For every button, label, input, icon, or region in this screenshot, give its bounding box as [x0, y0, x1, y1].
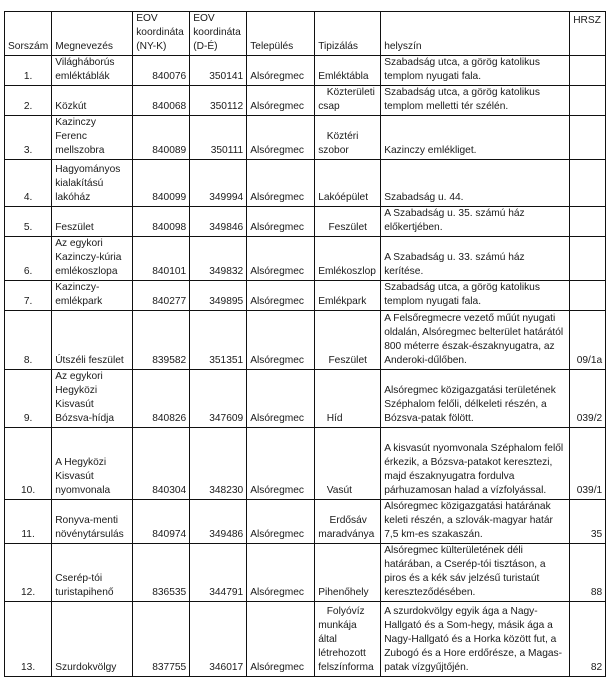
- cell-telepules: Alsóregmec: [247, 602, 315, 677]
- cell-tipizalas: Emlékoszlop: [315, 237, 381, 281]
- cell-tipizalas: Feszület: [315, 311, 381, 370]
- cell-hrsz: 039/2: [570, 370, 606, 428]
- cell-telepules: Alsóregmec: [247, 116, 315, 160]
- cell-eov-de: 344791: [190, 544, 247, 602]
- cell-telepules: Alsóregmec: [247, 544, 315, 602]
- cell-megnevezes: A Hegyközi Kisvasút nyomvonala: [52, 428, 133, 500]
- cell-telepules: Alsóregmec: [247, 500, 315, 544]
- header-megnevezes: Megnevezés: [52, 12, 133, 56]
- cell-eov-de: 349846: [190, 207, 247, 237]
- cell-megnevezes: Közkút: [52, 86, 133, 116]
- cell-telepules: Alsóregmec: [247, 237, 315, 281]
- cell-eov-de: 350111: [190, 116, 247, 160]
- cell-telepules: Alsóregmec: [247, 86, 315, 116]
- cell-eov-nyk: 840076: [133, 56, 190, 86]
- cell-megnevezes: Hagyományos kialakítású lakóház: [52, 160, 133, 207]
- cell-sorszam: 5.: [5, 207, 52, 237]
- table-row: [5, 207, 606, 237]
- table-row: [5, 86, 606, 116]
- cell-helyszin: Szabadság utca, a görög katolikus templom nyugati fala.: [381, 56, 570, 86]
- cell-hrsz: [570, 237, 606, 281]
- cell-megnevezes: Kazinczy Ferenc mellszobra: [52, 116, 133, 160]
- monuments-table: [4, 11, 606, 677]
- cell-eov-de: 346017: [190, 602, 247, 677]
- cell-eov-nyk: 840101: [133, 237, 190, 281]
- header-eov-de: EOV koordináta (D-É): [190, 12, 247, 56]
- cell-tipizalas: Híd: [315, 370, 381, 428]
- cell-tipizalas: Feszület: [315, 207, 381, 237]
- cell-hrsz: 82: [570, 602, 606, 677]
- table-row: [5, 500, 606, 544]
- cell-helyszin: Kazinczy emlékliget.: [381, 116, 570, 160]
- cell-tipizalas: Közterületi csap: [315, 86, 381, 116]
- cell-helyszin: Alsóregmec közigazgatási határának keleti részén, a szlovák-magyar határ 7,5 km-es szakaszán.: [381, 500, 570, 544]
- header-eov-nyk: EOV koordináta (NY-K): [133, 12, 190, 56]
- table-row: [5, 602, 606, 677]
- cell-hrsz: [570, 160, 606, 207]
- cell-eov-de: 347609: [190, 370, 247, 428]
- cell-megnevezes: Útszéli feszület: [52, 311, 133, 370]
- cell-eov-de: 350112: [190, 86, 247, 116]
- cell-telepules: Alsóregmec: [247, 428, 315, 500]
- cell-eov-nyk: 839582: [133, 311, 190, 370]
- cell-sorszam: 6.: [5, 237, 52, 281]
- cell-tipizalas: Köztéri szobor: [315, 116, 381, 160]
- cell-tipizalas: Emléktábla: [315, 56, 381, 86]
- cell-eov-de: 348230: [190, 428, 247, 500]
- cell-telepules: Alsóregmec: [247, 56, 315, 86]
- cell-telepules: Alsóregmec: [247, 281, 315, 311]
- cell-megnevezes: Az egykori Kazinczy-kúria emlékoszlopa: [52, 237, 133, 281]
- cell-hrsz: [570, 281, 606, 311]
- table-row: [5, 56, 606, 86]
- cell-telepules: Alsóregmec: [247, 160, 315, 207]
- cell-helyszin: A Felsőregmecre vezető műút nyugati oldalán, Alsóregmec belterület határától 800 méterre észak-északnyugatra, az Anderoki-dűlőben.: [381, 311, 570, 370]
- table-row: [5, 281, 606, 311]
- cell-hrsz: 35: [570, 500, 606, 544]
- cell-tipizalas: Lakóépület: [315, 160, 381, 207]
- table-row: [5, 544, 606, 602]
- cell-helyszin: Alsóregmec közigazgatási területének Széphalom felőli, délkeleti részén, a Bózsva-patak fölött.: [381, 370, 570, 428]
- header-tipizalas: Tipizálás: [315, 12, 381, 56]
- cell-sorszam: 11.: [5, 500, 52, 544]
- cell-sorszam: 2.: [5, 86, 52, 116]
- cell-sorszam: 4.: [5, 160, 52, 207]
- cell-telepules: Alsóregmec: [247, 207, 315, 237]
- cell-hrsz: [570, 86, 606, 116]
- cell-tipizalas: Emlékpark: [315, 281, 381, 311]
- cell-sorszam: 7.: [5, 281, 52, 311]
- header-row: [5, 12, 606, 56]
- header-helyszin: helyszín: [381, 12, 570, 56]
- cell-helyszin: Szabadság utca, a görög katolikus templom melletti tér szélén.: [381, 86, 570, 116]
- cell-eov-de: 350141: [190, 56, 247, 86]
- cell-eov-de: 349486: [190, 500, 247, 544]
- cell-helyszin: A Szabadság u. 35. számú ház előkertjében.: [381, 207, 570, 237]
- cell-eov-nyk: 840277: [133, 281, 190, 311]
- cell-sorszam: 1.: [5, 56, 52, 86]
- table-row: [5, 160, 606, 207]
- table-row: [5, 370, 606, 428]
- cell-helyszin: Szabadság utca, a görög katolikus templom nyugati fala.: [381, 281, 570, 311]
- cell-hrsz: [570, 56, 606, 86]
- cell-helyszin: Alsóregmec külterületének déli határában, a Cserép-tói tisztáson, a piros és a kék sáv jelzésű turistaút kereszteződésében.: [381, 544, 570, 602]
- cell-eov-de: 349832: [190, 237, 247, 281]
- cell-eov-de: 349895: [190, 281, 247, 311]
- table-row: [5, 237, 606, 281]
- header-hrsz: HRSZ: [570, 12, 606, 56]
- cell-eov-nyk: 836535: [133, 544, 190, 602]
- cell-eov-nyk: 840089: [133, 116, 190, 160]
- cell-helyszin: A szurdokvölgy egyik ága a Nagy-Hallgató és a Som-hegy, másik ága a Nagy-Hallgató és a Horka között fut, a Zubogó és a Hore erdőrésze, a Magas-patak vízgyűjtőjén.: [381, 602, 570, 677]
- cell-helyszin: Szabadság u. 44.: [381, 160, 570, 207]
- cell-hrsz: 88: [570, 544, 606, 602]
- cell-eov-de: 349994: [190, 160, 247, 207]
- header-telepules: Település: [247, 12, 315, 56]
- cell-tipizalas: Erdősáv maradványa: [315, 500, 381, 544]
- cell-helyszin: A Szabadság u. 33. számú ház kerítése.: [381, 237, 570, 281]
- cell-hrsz: 039/1: [570, 428, 606, 500]
- table-row: [5, 311, 606, 370]
- cell-tipizalas: Folyóvíz munkája által létrehozott felszínforma: [315, 602, 381, 677]
- cell-sorszam: 10.: [5, 428, 52, 500]
- cell-hrsz: [570, 207, 606, 237]
- cell-eov-nyk: 840068: [133, 86, 190, 116]
- cell-sorszam: 12.: [5, 544, 52, 602]
- cell-megnevezes: Szurdokvölgy: [52, 602, 133, 677]
- cell-sorszam: 3.: [5, 116, 52, 160]
- header-sorszam: Sorszám: [5, 12, 52, 56]
- cell-sorszam: 8.: [5, 311, 52, 370]
- cell-megnevezes: Világháborús emléktáblák: [52, 56, 133, 86]
- cell-megnevezes: Kazinczy-emlékpark: [52, 281, 133, 311]
- cell-sorszam: 9.: [5, 370, 52, 428]
- cell-helyszin: A kisvasút nyomvonala Széphalom felől érkezik, a Bózsva-patakot keresztezi, majd északnyugatra fordulva párhuzamosan halad a vízfolyással.: [381, 428, 570, 500]
- cell-tipizalas: Vasút: [315, 428, 381, 500]
- cell-megnevezes: Feszület: [52, 207, 133, 237]
- cell-eov-nyk: 840304: [133, 428, 190, 500]
- cell-eov-nyk: 840098: [133, 207, 190, 237]
- cell-telepules: Alsóregmec: [247, 311, 315, 370]
- cell-tipizalas: Pihenőhely: [315, 544, 381, 602]
- cell-eov-nyk: 840826: [133, 370, 190, 428]
- cell-telepules: Alsóregmec: [247, 370, 315, 428]
- cell-hrsz: [570, 116, 606, 160]
- cell-megnevezes: Az egykori Hegyközi Kisvasút Bózsva-hídja: [52, 370, 133, 428]
- table-row: [5, 116, 606, 160]
- cell-eov-nyk: 840974: [133, 500, 190, 544]
- cell-sorszam: 13.: [5, 602, 52, 677]
- cell-hrsz: 09/1a: [570, 311, 606, 370]
- cell-megnevezes: Ronyva-menti növénytársulás: [52, 500, 133, 544]
- cell-megnevezes: Cserép-tói turistapihenő: [52, 544, 133, 602]
- table-row: [5, 428, 606, 500]
- cell-eov-de: 351351: [190, 311, 247, 370]
- cell-eov-nyk: 840099: [133, 160, 190, 207]
- cell-eov-nyk: 837755: [133, 602, 190, 677]
